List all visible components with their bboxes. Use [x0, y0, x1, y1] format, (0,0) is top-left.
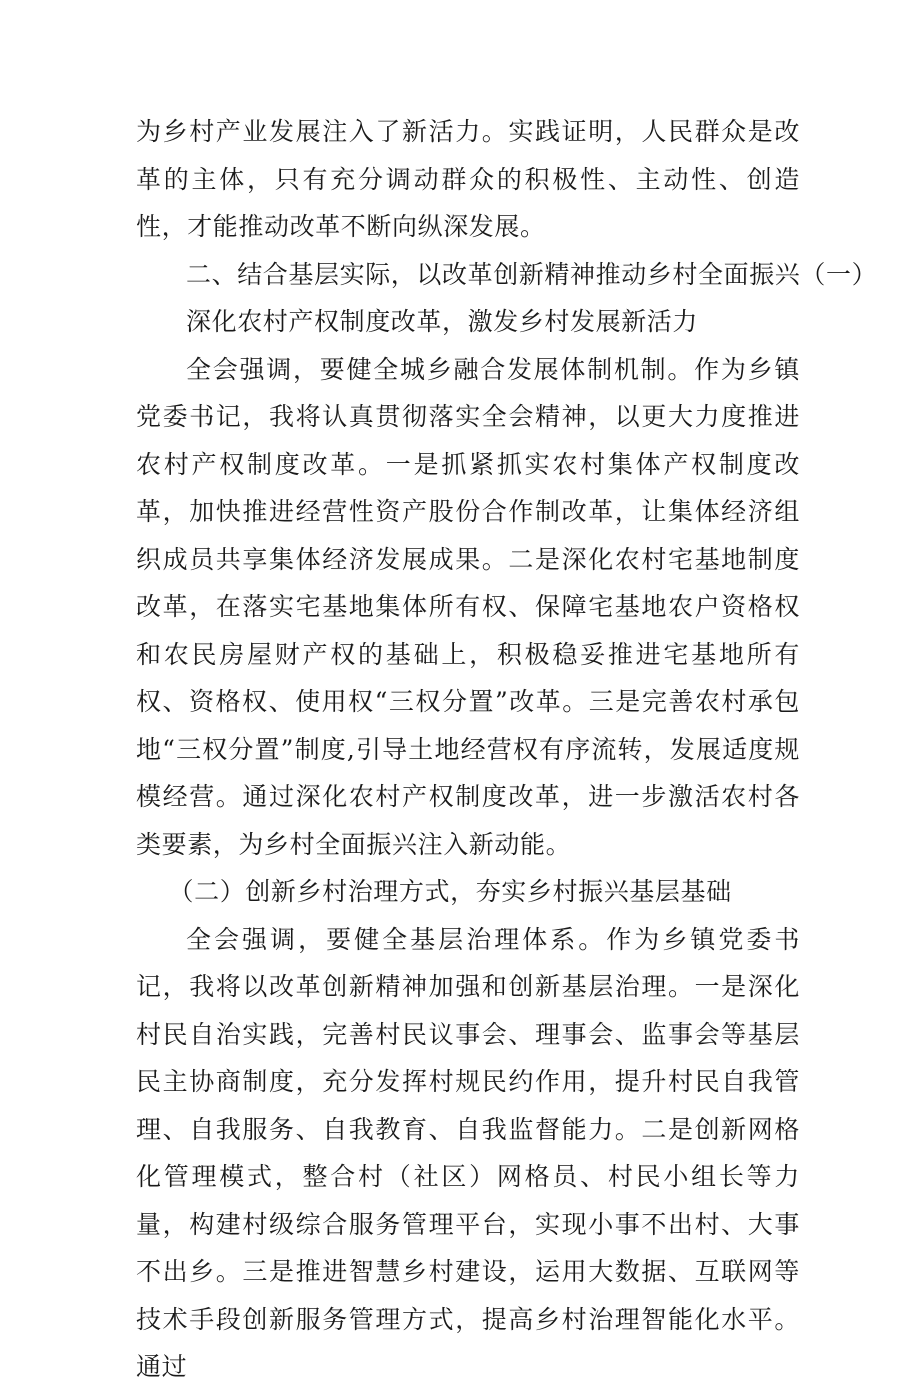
- paragraph-governance: 全会强调，要健全基层治理体系。作为乡镇党委书记，我将以改革创新精神加强和创新基层治理。一是深化村民自治实践，完善村民议事会、理事会、监事会等基层民主协商制度，充分发挥村规民约作用，提升村民自我管理、自我服务、自我教育、自我监督能力。二是创新网格化管理模式，整合村（社区）网格员、村民小组长等力量，构建村级综合服务管理平台，实现小事不出村、大事不出乡。三是推进智慧乡村建设，运用大数据、互联网等技术手段创新服务管理方式，提高乡村治理智能化水平。通过: [136, 924, 800, 1381]
- paragraph-property-reform: 全会强调，要健全城乡融合发展体制机制。作为乡镇党委书记，我将认真贯彻落实全会精神，以更大力度推进农村产权制度改革。一是抓紧抓实农村集体产权制度改革，加快推进经营性资产股份合作制改革，让集体经济组织成员共享集体经济发展成果。二是深化农村宅基地制度改革，在落实宅基地集体所有权、保障宅基地农户资格权和农民房屋财产权的基础上，积极稳妥推进宅基地所有权、资格权、使用权“三权分置”改革。三是完善农村承包地“三权分置”制度,引导土地经营权有序流转，发展适度规模经营。通过深化农村产权制度改革，进一步激活农村各类要素，为乡村全面振兴注入新动能。: [136, 354, 800, 859]
- section-heading-line1: 二、结合基层实际，以改革创新精神推动乡村全面振兴（一）: [186, 259, 878, 289]
- section-heading-line2: 深化农村产权制度改革，激发乡村发展新活力: [186, 307, 699, 336]
- subsection-heading: （二）创新乡村治理方式，夯实乡村振兴基层基础: [168, 877, 732, 906]
- document-body: [136, 108, 878, 1391]
- paragraph-continuation: 为乡村产业发展注入了新活力。实践证明，人民群众是改革的主体，只有充分调动群众的积极性、主动性、创造性，才能推动改革不断向纵深发展。: [136, 117, 800, 241]
